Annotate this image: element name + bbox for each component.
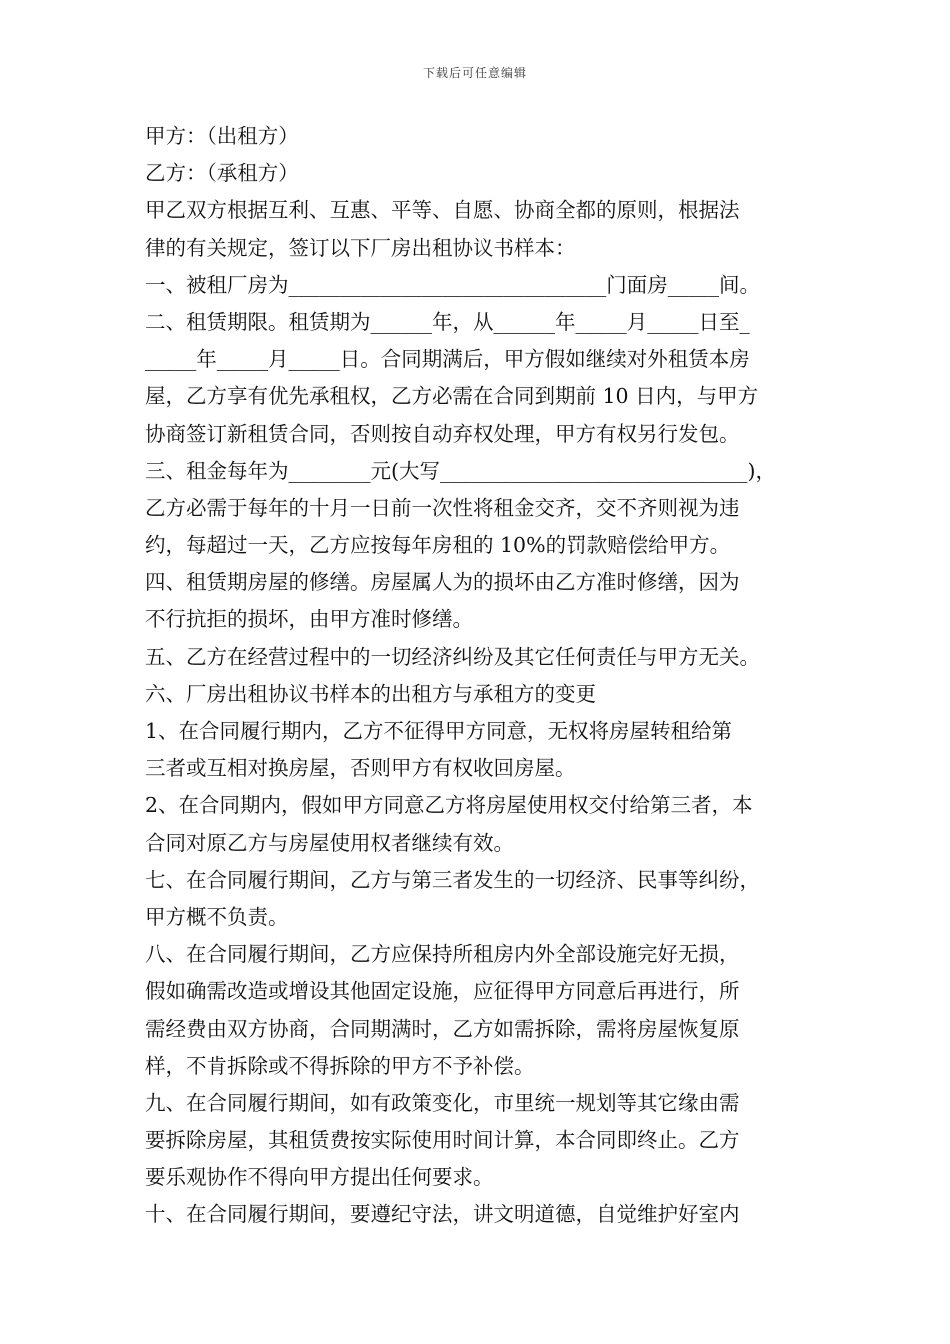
text-line: 四、租赁期房屋的修缮。房屋属人为的损坏由乙方准时修缮，因为 — [145, 570, 740, 595]
text-line: 样，不肯拆除或不得拆除的甲方不予补偿。 — [145, 1053, 535, 1078]
text-line: 要拆除房屋，其租赁费按实际使用时间计算，本合同即终止。乙方 — [145, 1128, 740, 1153]
text-line: 甲方概不负责。 — [145, 904, 289, 929]
text-line: 甲乙双方根据互利、互惠、平等、自愿、协商全都的原则，根据法 — [145, 198, 740, 223]
text-line: 七、在合同履行期间，乙方与第三者发生的一切经济、民事等纠纷， — [145, 867, 760, 892]
text-line: 律的有关规定，签订以下厂房出租协议书样本： — [145, 235, 576, 260]
text-line: _____年_____月_____日。合同期满后，甲方假如继续对外租赁本房 — [145, 347, 750, 372]
text-line: 2、在合同期内，假如甲方同意乙方将房屋使用权交付给第三者，本 — [145, 793, 753, 818]
text-line: 三者或互相对换房屋，否则甲方有权收回房屋。 — [145, 756, 576, 781]
text-line: 乙方必需于每年的十月一日前一次性将租金交齐，交不齐则视为违 — [145, 495, 740, 520]
text-line: 要乐观协作不得向甲方提出任何要求。 — [145, 1165, 494, 1190]
text-line: 六、厂房出租协议书样本的出租方与承租方的变更 — [145, 681, 596, 706]
text-line: 需经费由双方协商，合同期满时，乙方如需拆除，需将房屋恢复原 — [145, 1016, 740, 1041]
text-line: 三、租金每年为________元(大写______________________________)， — [145, 458, 776, 483]
text-line: 1、在合同履行期内，乙方不征得甲方同意，无权将房屋转租给第 — [145, 719, 733, 743]
text-line: 不行抗拒的损坏，由甲方准时修缮。 — [145, 607, 473, 632]
text-line: 屋，乙方享有优先承租权，乙方必需在合同到期前 10 日内，与甲方 — [145, 384, 759, 409]
text-line: 甲方：（出租方） — [145, 124, 299, 148]
page-header: 下载后可任意编辑 — [422, 66, 527, 80]
contract-body — [145, 118, 825, 1234]
text-line: 合同对原乙方与房屋使用权者继续有效。 — [145, 830, 514, 855]
text-line: 一、被租厂房为_______________________________门面房_____间。 — [145, 272, 760, 297]
text-line: 十、在合同履行期间，要遵纪守法，讲文明道德，自觉维护好室内 — [145, 1202, 740, 1227]
text-line: 协商签订新租赁合同，否则按自动弃权处理，甲方有权另行发包。 — [145, 421, 740, 446]
text-line: 五、乙方在经营过程中的一切经济纠纷及其它任何责任与甲方无关。 — [145, 644, 760, 669]
text-line: 九、在合同履行期间，如有政策变化，市里统一规划等其它缘由需 — [145, 1090, 740, 1115]
text-line: 八、在合同履行期间，乙方应保持所租房内外全部设施完好无损， — [145, 942, 740, 967]
text-line: 约，每超过一天，乙方应按每年房租的 10%的罚款赔偿给甲方。 — [145, 533, 731, 558]
text-line: 假如确需改造或增设其他固定设施，应征得甲方同意后再进行，所 — [145, 979, 740, 1004]
text-line: 二、租赁期限。租赁期为______年，从______年_____月_____日至_ — [145, 309, 750, 334]
text-line: 乙方：（承租方） — [145, 161, 299, 186]
